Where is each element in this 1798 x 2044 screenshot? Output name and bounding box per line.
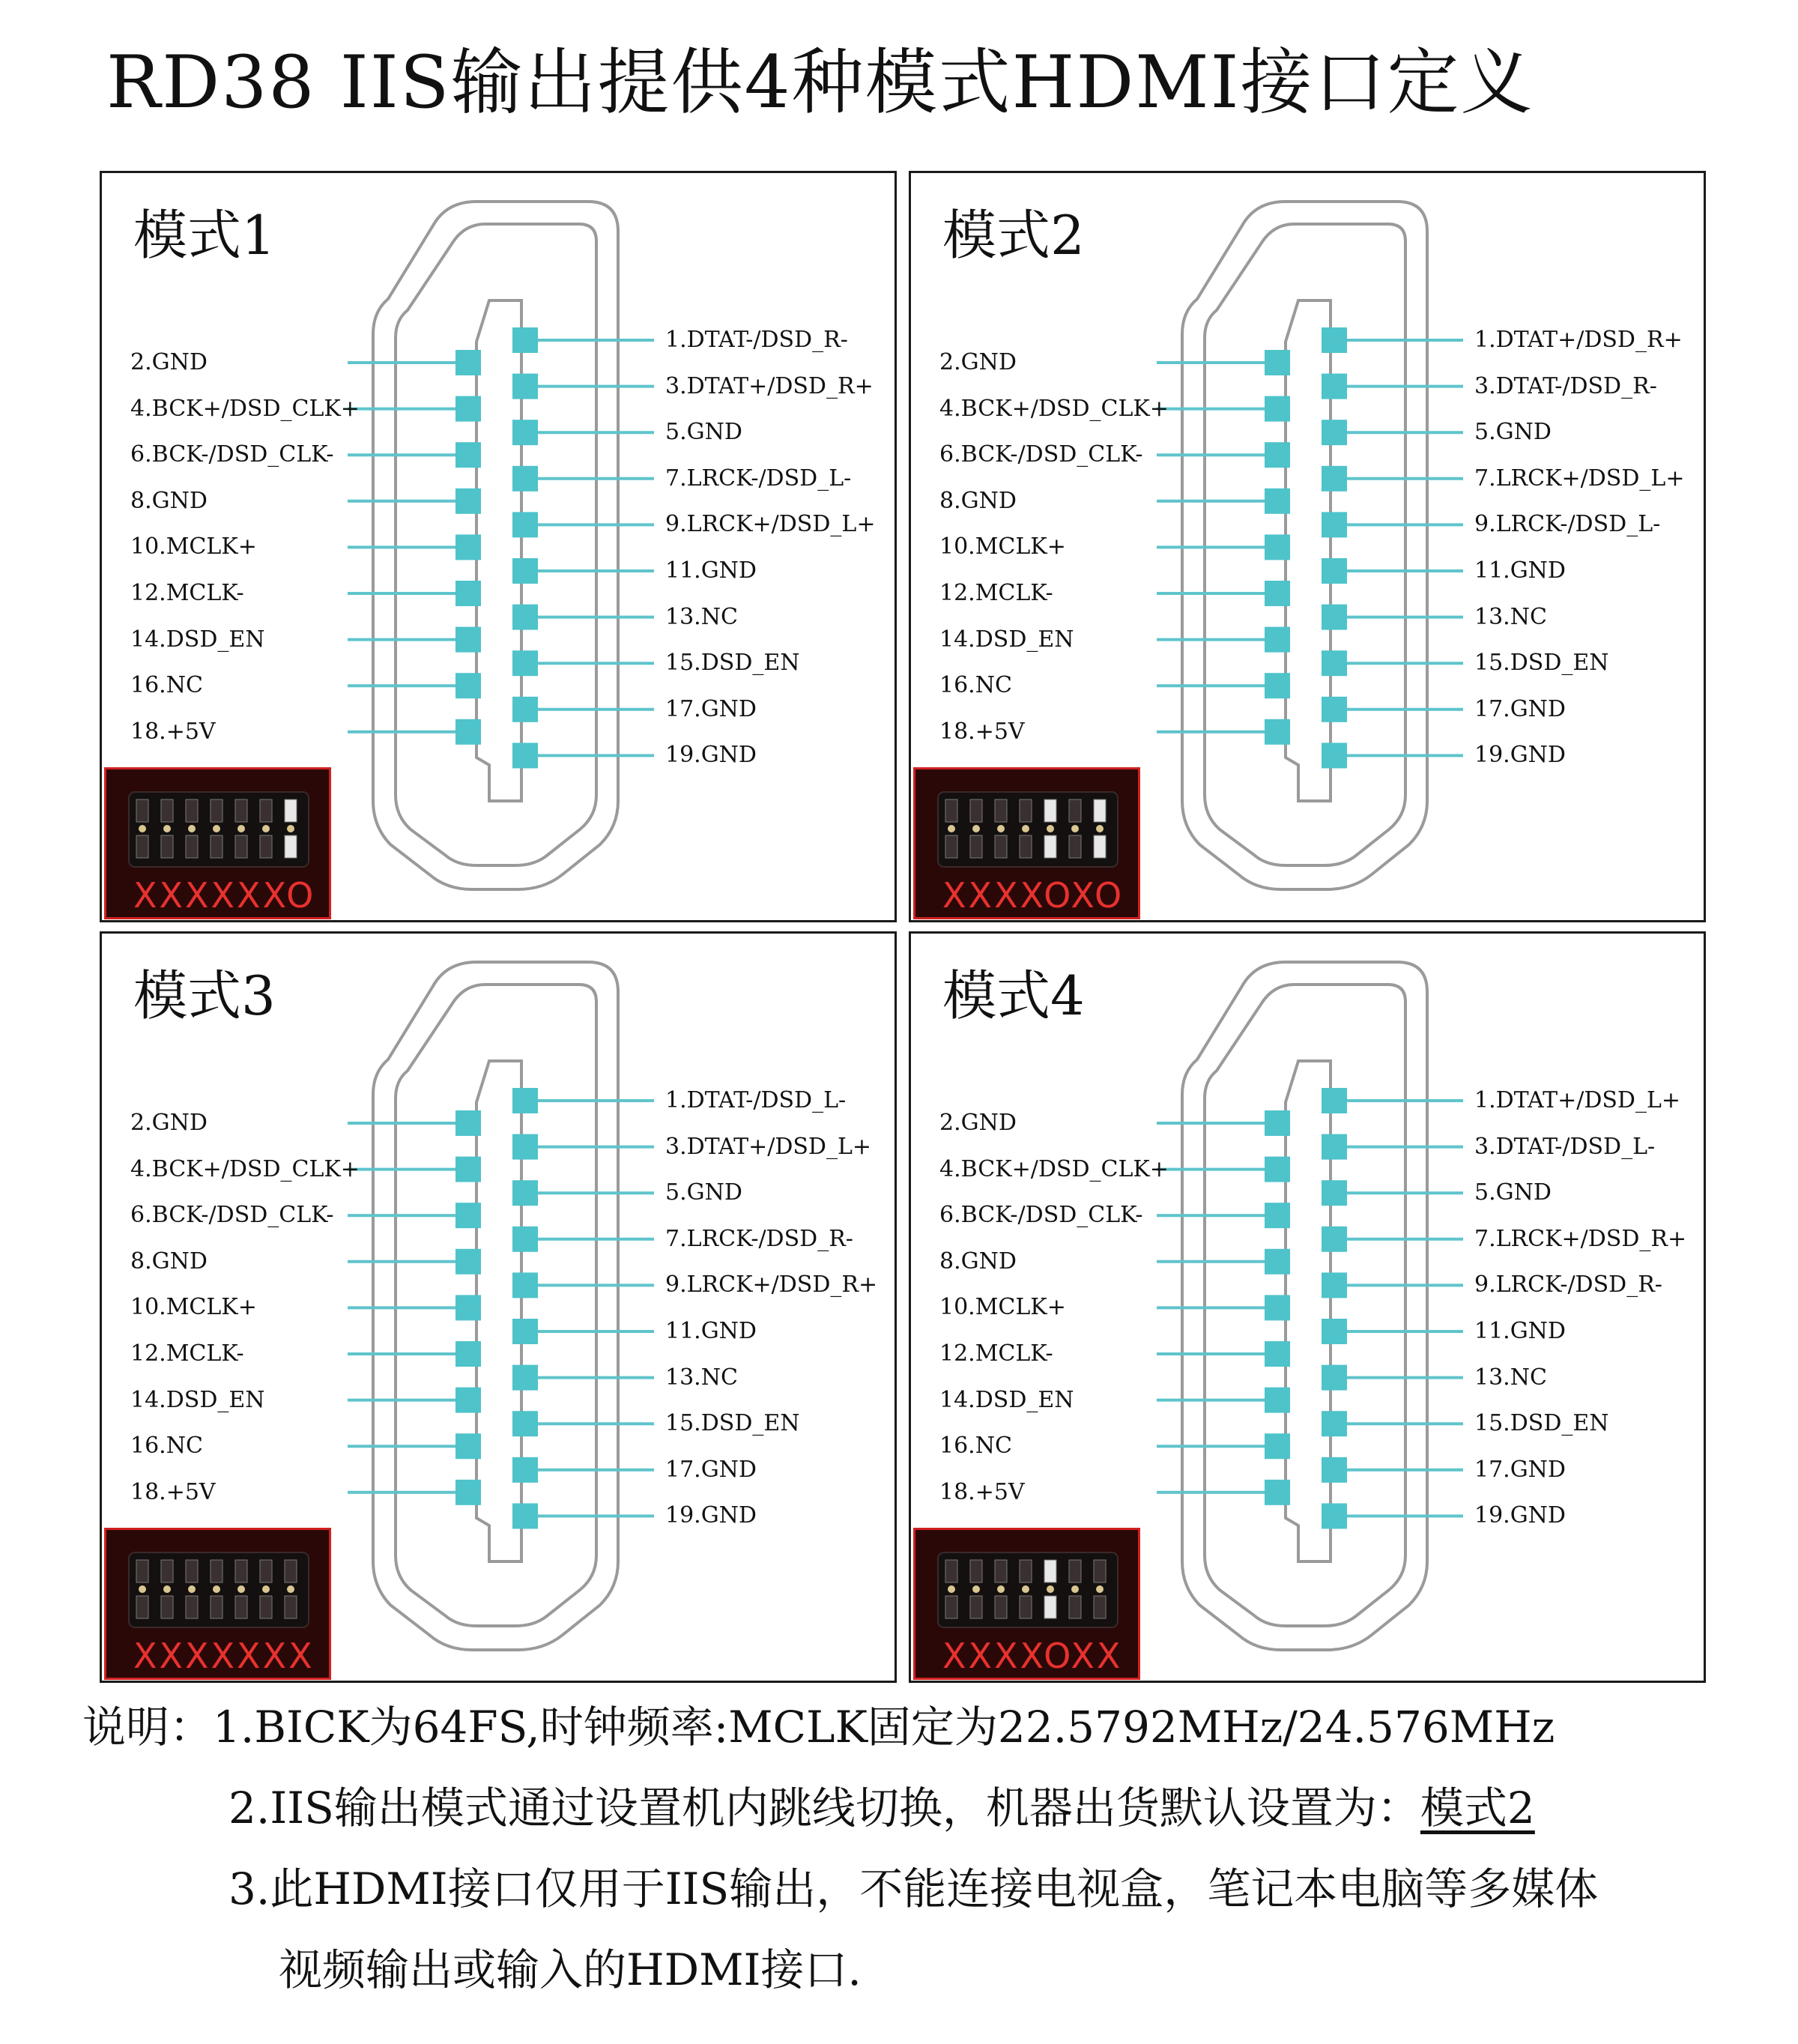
mode-panel-2 — [909, 171, 1706, 922]
left-pin-pad — [455, 350, 481, 375]
jumper-pin-top — [1020, 799, 1032, 822]
jumper-pin-bottom — [235, 1596, 247, 1618]
left-pin-label: 18.+5V — [939, 1478, 1025, 1505]
left-pin-pad — [1265, 350, 1290, 375]
left-pin-label: 6.BCK-/DSD_CLK- — [939, 1202, 1143, 1229]
jumper-pin-tip — [287, 1585, 294, 1593]
right-pin-pad — [1322, 1134, 1347, 1160]
jumper-pin-tip — [1096, 1585, 1104, 1593]
jumper-pin-bottom — [136, 1596, 148, 1618]
jumper-pin-top — [161, 799, 173, 822]
right-pin-label: 19.GND — [665, 742, 757, 769]
right-pin-label: 1.DTAT+/DSD_L+ — [1474, 1087, 1681, 1113]
left-pin-label: 6.BCK-/DSD_CLK- — [939, 441, 1143, 468]
left-pin-pad — [455, 442, 481, 468]
jumper-pin-tip — [1022, 1585, 1029, 1593]
left-pin-label: 14.DSD_EN — [130, 1386, 265, 1413]
jumper-pin-top — [161, 1560, 173, 1582]
jumper-pin-bottom — [235, 835, 247, 858]
jumper-pin-top — [211, 1560, 223, 1582]
jumper-pin-top — [995, 1560, 1007, 1582]
right-pin-label: 17.GND — [1474, 1456, 1566, 1483]
jumper-pin-bottom — [161, 835, 173, 858]
left-pin-label: 4.BCK+/DSD_CLK+ — [130, 1155, 360, 1182]
jumper-header-photo — [913, 1528, 1140, 1680]
left-pin-label: 10.MCLK+ — [130, 533, 257, 560]
note-line-1 — [82, 1701, 1555, 1753]
left-pin-pad — [1265, 1388, 1290, 1413]
jumper-pin-top — [970, 799, 982, 822]
right-pin-pad — [512, 1503, 538, 1529]
jumper-pin-bottom — [136, 835, 148, 858]
left-pin-pad — [1265, 1110, 1290, 1136]
jumper-pin-bottom — [161, 1596, 173, 1618]
jumper-pin-top — [285, 1560, 297, 1582]
jumper-pin-bottom — [1094, 1596, 1106, 1618]
jumper-pin-tip — [213, 825, 220, 832]
jumper-code: XXXXXXO — [133, 875, 316, 916]
right-pin-pad — [1322, 650, 1347, 676]
note-1-text: 1.BICK为64FS,时钟频率:MCLK固定为22.5792MHz/24.576MHz — [213, 1702, 1555, 1753]
jumper-header-photo — [104, 1528, 331, 1680]
note-line-2 — [228, 1782, 1535, 1834]
jumper-pin-top — [235, 799, 247, 822]
right-pin-label: 3.DTAT+/DSD_R+ — [665, 372, 874, 399]
jumper-pin-tip — [163, 1585, 171, 1593]
left-pin-pad — [455, 1388, 481, 1413]
jumper-pin-tip — [139, 825, 146, 832]
jumper-pin-tip — [972, 1585, 980, 1593]
mode-panel-1 — [100, 171, 897, 922]
right-pin-label: 19.GND — [665, 1502, 757, 1529]
right-pin-pad — [1322, 512, 1347, 537]
left-pin-label: 12.MCLK- — [939, 1340, 1053, 1367]
jumper-pin-top — [186, 1560, 198, 1582]
right-pin-label: 15.DSD_EN — [1474, 650, 1609, 677]
jumper-pin-top — [970, 1560, 982, 1582]
right-pin-pad — [512, 558, 538, 584]
jumper-pin-top — [235, 1560, 247, 1582]
jumper-pin-top — [945, 799, 957, 822]
right-pin-label: 3.DTAT+/DSD_L+ — [665, 1133, 872, 1160]
left-pin-pad — [455, 1110, 481, 1136]
jumper-header-photo — [913, 767, 1140, 919]
left-pin-label: 2.GND — [939, 1110, 1017, 1136]
jumper-pin-top — [1094, 1560, 1106, 1582]
right-pin-label: 9.LRCK-/DSD_L- — [1474, 511, 1661, 538]
jumper-pin-top — [1044, 799, 1056, 822]
jumper-pin-tip — [1096, 825, 1104, 832]
left-pin-pad — [455, 1295, 481, 1320]
jumper-pin-bottom — [285, 835, 297, 858]
right-pin-label: 1.DTAT+/DSD_R+ — [1474, 327, 1683, 353]
right-pin-pad — [512, 466, 538, 492]
right-pin-label: 11.GND — [665, 557, 757, 584]
right-pin-label: 15.DSD_EN — [665, 650, 800, 677]
right-pin-label: 15.DSD_EN — [1474, 1410, 1609, 1437]
right-pin-label: 13.NC — [1474, 603, 1547, 630]
left-pin-pad — [455, 1433, 481, 1459]
right-pin-pad — [1322, 1088, 1347, 1113]
jumper-pin-tip — [287, 825, 294, 832]
left-pin-label: 14.DSD_EN — [939, 626, 1074, 653]
left-pin-pad — [1265, 1433, 1290, 1459]
jumper-pin-bottom — [186, 1596, 198, 1618]
right-pin-pad — [1322, 1180, 1347, 1206]
left-pin-label: 8.GND — [130, 487, 208, 514]
jumper-header-photo — [104, 767, 331, 919]
left-pin-label: 16.NC — [939, 1433, 1012, 1460]
left-pin-pad — [1265, 581, 1290, 606]
jumper-pin-bottom — [995, 835, 1007, 858]
left-pin-label: 2.GND — [130, 1110, 208, 1136]
right-pin-pad — [512, 650, 538, 676]
right-pin-pad — [1322, 327, 1347, 353]
left-pin-label: 12.MCLK- — [130, 580, 244, 606]
right-pin-pad — [512, 605, 538, 630]
notes-prefix: 说明： — [82, 1702, 214, 1753]
right-pin-label: 5.GND — [1474, 1179, 1552, 1206]
right-pin-pad — [1322, 374, 1347, 399]
left-pin-pad — [1265, 396, 1290, 422]
right-pin-label: 9.LRCK+/DSD_L+ — [665, 511, 876, 538]
left-pin-label: 18.+5V — [130, 718, 216, 745]
left-pin-label: 8.GND — [939, 487, 1017, 514]
left-pin-pad — [1265, 1157, 1290, 1182]
left-pin-pad — [455, 581, 481, 606]
jumper-pin-tip — [163, 825, 171, 832]
right-pin-label: 1.DTAT-/DSD_R- — [665, 327, 848, 353]
left-pin-pad — [455, 673, 481, 698]
mode-title: 模式3 — [133, 964, 276, 1027]
left-pin-label: 2.GND — [939, 349, 1017, 375]
mode-title: 模式2 — [942, 204, 1085, 267]
left-pin-label: 2.GND — [130, 349, 208, 375]
right-pin-pad — [1322, 420, 1347, 445]
jumper-pin-tip — [1047, 1585, 1054, 1593]
right-pin-pad — [512, 327, 538, 353]
jumper-pin-top — [260, 799, 272, 822]
right-pin-label: 15.DSD_EN — [665, 1410, 800, 1437]
jumper-pin-tip — [948, 1585, 955, 1593]
jumper-pin-tip — [948, 825, 955, 832]
jumper-pin-bottom — [1044, 835, 1056, 858]
jumper-pin-top — [260, 1560, 272, 1582]
jumper-code: XXXXOXX — [942, 1636, 1123, 1676]
right-pin-label: 7.LRCK+/DSD_L+ — [1474, 465, 1685, 492]
right-pin-label: 19.GND — [1474, 1502, 1566, 1529]
jumper-pin-bottom — [945, 1596, 957, 1618]
right-pin-label: 11.GND — [1474, 557, 1566, 584]
mode-title: 模式1 — [133, 204, 276, 267]
jumper-pin-top — [1094, 799, 1106, 822]
jumper-pin-tip — [1047, 825, 1054, 832]
right-pin-label: 5.GND — [1474, 419, 1552, 446]
right-pin-label: 17.GND — [665, 1456, 757, 1483]
left-pin-pad — [455, 1341, 481, 1367]
jumper-pin-bottom — [211, 835, 223, 858]
jumper-pin-top — [211, 799, 223, 822]
left-pin-pad — [1265, 1295, 1290, 1320]
jumper-pin-tip — [188, 1585, 196, 1593]
right-pin-label: 9.LRCK-/DSD_R- — [1474, 1272, 1662, 1298]
jumper-pin-bottom — [1094, 835, 1106, 858]
right-pin-label: 3.DTAT-/DSD_L- — [1474, 1133, 1656, 1160]
jumper-pin-bottom — [970, 835, 982, 858]
jumper-pin-tip — [262, 825, 270, 832]
jumper-code: XXXXXXX — [133, 1636, 315, 1676]
left-pin-pad — [455, 1203, 481, 1228]
right-pin-label: 3.DTAT-/DSD_R- — [1474, 372, 1657, 399]
jumper-pin-bottom — [970, 1596, 982, 1618]
right-pin-pad — [1322, 1272, 1347, 1298]
left-pin-pad — [1265, 1249, 1290, 1275]
jumper-pin-bottom — [260, 835, 272, 858]
jumper-pin-tip — [213, 1585, 220, 1593]
jumper-pin-tip — [1071, 825, 1079, 832]
jumper-pin-bottom — [1044, 1596, 1056, 1618]
right-pin-pad — [512, 1134, 538, 1160]
right-pin-pad — [1322, 1319, 1347, 1344]
right-pin-pad — [1322, 605, 1347, 630]
right-pin-pad — [512, 1180, 538, 1206]
left-pin-pad — [1265, 627, 1290, 653]
note-line-3: 3.此HDMI接口仅用于IIS输出，不能连接电视盒，笔记本电脑等多媒体 — [228, 1863, 1599, 1914]
left-pin-label: 6.BCK-/DSD_CLK- — [130, 1202, 334, 1229]
jumper-pin-top — [285, 799, 297, 822]
jumper-pin-top — [945, 1560, 957, 1582]
right-pin-pad — [512, 512, 538, 537]
left-pin-pad — [455, 489, 481, 514]
left-pin-label: 8.GND — [130, 1248, 208, 1275]
jumper-pin-bottom — [260, 1596, 272, 1618]
left-pin-label: 14.DSD_EN — [939, 1386, 1074, 1413]
right-pin-label: 7.LRCK-/DSD_R- — [665, 1225, 853, 1252]
left-pin-label: 4.BCK+/DSD_CLK+ — [939, 395, 1169, 422]
left-pin-label: 6.BCK-/DSD_CLK- — [130, 441, 334, 468]
left-pin-pad — [1265, 534, 1290, 560]
jumper-pin-tip — [972, 825, 980, 832]
right-pin-pad — [512, 1272, 538, 1298]
left-pin-label: 8.GND — [939, 1248, 1017, 1275]
mode-panel-4 — [909, 931, 1706, 1683]
jumper-pin-bottom — [1069, 1596, 1081, 1618]
right-pin-pad — [512, 697, 538, 722]
jumper-pin-top — [186, 799, 198, 822]
right-pin-pad — [512, 743, 538, 768]
jumper-pin-tip — [139, 1585, 146, 1593]
right-pin-pad — [512, 1411, 538, 1436]
right-pin-pad — [1322, 1503, 1347, 1529]
jumper-pin-top — [1044, 1560, 1056, 1582]
right-pin-label: 13.NC — [1474, 1364, 1547, 1391]
jumper-pin-top — [136, 799, 148, 822]
jumper-pin-tip — [1071, 1585, 1079, 1593]
right-pin-label: 7.LRCK-/DSD_L- — [665, 465, 852, 492]
right-pin-label: 13.NC — [665, 1364, 738, 1391]
mode-panel-3 — [100, 931, 897, 1683]
right-pin-label: 5.GND — [665, 419, 742, 446]
right-pin-pad — [1322, 1457, 1347, 1483]
left-pin-label: 12.MCLK- — [130, 1340, 244, 1367]
right-pin-pad — [512, 374, 538, 399]
right-pin-pad — [512, 1088, 538, 1113]
right-pin-pad — [1322, 1365, 1347, 1391]
left-pin-label: 14.DSD_EN — [130, 626, 265, 653]
left-pin-pad — [455, 627, 481, 653]
left-pin-label: 12.MCLK- — [939, 580, 1053, 606]
left-pin-pad — [1265, 489, 1290, 514]
left-pin-label: 10.MCLK+ — [130, 1294, 257, 1321]
right-pin-label: 17.GND — [665, 695, 757, 722]
right-pin-pad — [512, 1365, 538, 1391]
jumper-pin-tip — [997, 825, 1005, 832]
left-pin-label: 10.MCLK+ — [939, 533, 1066, 560]
right-pin-label: 19.GND — [1474, 742, 1566, 769]
right-pin-label: 7.LRCK+/DSD_R+ — [1474, 1225, 1687, 1252]
right-pin-label: 17.GND — [1474, 695, 1566, 722]
default-mode: 模式2 — [1420, 1783, 1535, 1833]
right-pin-label: 5.GND — [665, 1179, 742, 1206]
left-pin-label: 16.NC — [939, 672, 1012, 699]
left-pin-label: 16.NC — [130, 672, 203, 699]
jumper-pin-tip — [188, 825, 196, 832]
jumper-pin-top — [136, 1560, 148, 1582]
right-pin-pad — [1322, 743, 1347, 768]
right-pin-pad — [1322, 466, 1347, 492]
right-pin-label: 13.NC — [665, 603, 738, 630]
left-pin-pad — [455, 534, 481, 560]
left-pin-pad — [1265, 1203, 1290, 1228]
mode-title: 模式4 — [942, 964, 1085, 1027]
jumper-pin-tip — [1022, 825, 1029, 832]
right-pin-pad — [512, 1457, 538, 1483]
right-pin-label: 11.GND — [665, 1318, 757, 1344]
jumper-pin-tip — [237, 1585, 245, 1593]
left-pin-pad — [1265, 442, 1290, 468]
left-pin-pad — [455, 719, 481, 745]
jumper-pin-bottom — [186, 835, 198, 858]
jumper-pin-top — [995, 799, 1007, 822]
left-pin-label: 4.BCK+/DSD_CLK+ — [130, 395, 360, 422]
right-pin-pad — [1322, 1227, 1347, 1252]
left-pin-label: 18.+5V — [939, 718, 1025, 745]
jumper-pin-bottom — [1069, 835, 1081, 858]
right-pin-label: 11.GND — [1474, 1318, 1566, 1344]
right-pin-label: 1.DTAT-/DSD_L- — [665, 1087, 847, 1113]
right-pin-pad — [1322, 558, 1347, 584]
jumper-pin-bottom — [1020, 1596, 1032, 1618]
left-pin-pad — [1265, 673, 1290, 698]
left-pin-pad — [1265, 1480, 1290, 1505]
right-pin-pad — [1322, 1411, 1347, 1436]
jumper-pin-tip — [997, 1585, 1005, 1593]
jumper-pin-bottom — [285, 1596, 297, 1618]
left-pin-pad — [455, 396, 481, 422]
jumper-code: XXXXOXO — [942, 875, 1124, 916]
jumper-pin-bottom — [995, 1596, 1007, 1618]
jumper-pin-bottom — [945, 835, 957, 858]
jumper-pin-bottom — [1020, 835, 1032, 858]
left-pin-label: 16.NC — [130, 1433, 203, 1460]
left-pin-pad — [1265, 1341, 1290, 1367]
jumper-pin-top — [1069, 1560, 1081, 1582]
left-pin-pad — [455, 1157, 481, 1182]
left-pin-pad — [455, 1249, 481, 1275]
right-pin-pad — [1322, 697, 1347, 722]
note-2-text: 2.IIS输出模式通过设置机内跳线切换，机器出货默认设置为： — [228, 1783, 1420, 1833]
right-pin-pad — [512, 420, 538, 445]
left-pin-label: 18.+5V — [130, 1478, 216, 1505]
left-pin-pad — [455, 1480, 481, 1505]
jumper-pin-tip — [262, 1585, 270, 1593]
page-title: RD38 IIS输出提供4种模式HDMI接口定义 — [106, 40, 1534, 124]
left-pin-pad — [1265, 719, 1290, 745]
jumper-pin-top — [1020, 1560, 1032, 1582]
left-pin-label: 10.MCLK+ — [939, 1294, 1066, 1321]
note-line-4: 视频输出或输入的HDMI接口. — [279, 1944, 862, 1995]
left-pin-label: 4.BCK+/DSD_CLK+ — [939, 1155, 1169, 1182]
right-pin-pad — [512, 1319, 538, 1344]
jumper-pin-bottom — [211, 1596, 223, 1618]
right-pin-label: 9.LRCK+/DSD_R+ — [665, 1272, 878, 1298]
right-pin-pad — [512, 1227, 538, 1252]
jumper-pin-top — [1069, 799, 1081, 822]
jumper-pin-tip — [237, 825, 245, 832]
